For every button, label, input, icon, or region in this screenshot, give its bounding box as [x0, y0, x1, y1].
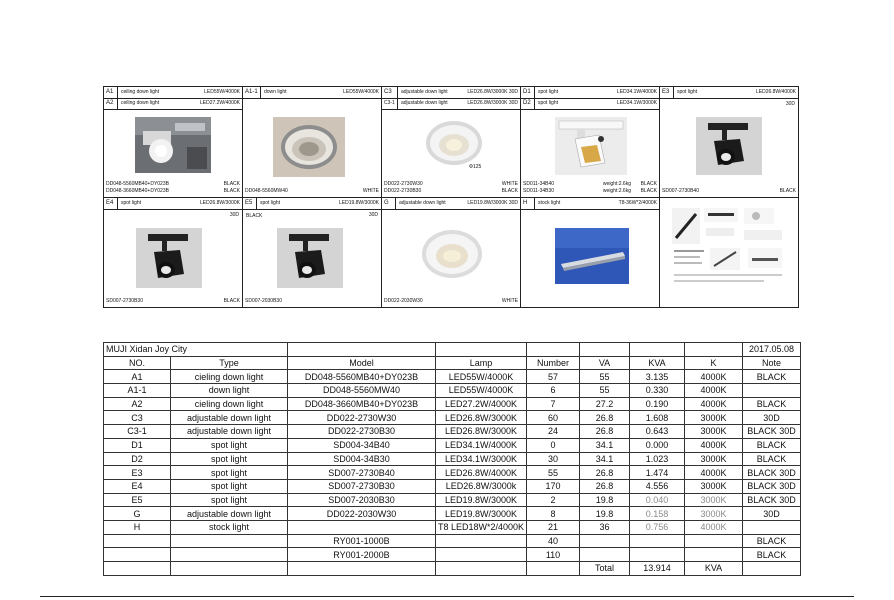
row-va [580, 548, 630, 562]
row-va: 55 [580, 384, 630, 398]
finish-label: BLACK [501, 188, 518, 194]
table-row [104, 520, 801, 534]
row-note [743, 520, 801, 534]
row-no: D1 [104, 438, 171, 452]
row-type: adjustable down light [171, 425, 288, 439]
row-number: 7 [527, 397, 580, 411]
row-no: A1 [104, 370, 171, 384]
row-no [104, 548, 171, 562]
row-model: RY001-1000B [288, 534, 436, 548]
row-kva [630, 548, 685, 562]
row-cct: 4000K [685, 384, 743, 398]
column-header: KVA [630, 356, 685, 370]
catalog-cell-a1 [104, 87, 243, 198]
row-model: DD048-5560MW40 [288, 384, 436, 398]
row-note: BLACK 30D [743, 479, 801, 493]
finish-label: BLACK [223, 181, 240, 187]
total-kva: 13.914 [630, 562, 685, 576]
row-kva: 0.190 [630, 397, 685, 411]
cell-spec: LED26.8W/3000K 30D [467, 89, 518, 95]
adjustable-down-light-photo [424, 117, 484, 169]
catalog-cell-a1-1 [243, 87, 382, 198]
finish-label: BLACK [779, 188, 796, 194]
track-spot-light-photo [555, 117, 627, 175]
row-no: E5 [104, 493, 171, 507]
row-model: SD004-34B40 [288, 438, 436, 452]
schedule-header-row [104, 356, 801, 370]
row-kva: 4.556 [630, 479, 685, 493]
row-note: BLACK 30D [743, 493, 801, 507]
schedule-date: 2017.05.08 [743, 343, 801, 357]
row-cct [685, 534, 743, 548]
finish-label: BLACK [246, 213, 263, 219]
spot-light-photo [136, 228, 202, 288]
row-type [171, 548, 288, 562]
luminaire-schedule-table [103, 342, 801, 576]
row-number: 40 [527, 534, 580, 548]
row-number: 55 [527, 466, 580, 480]
column-header: Model [288, 356, 436, 370]
cell-models [662, 188, 796, 195]
row-cct: 3000K [685, 425, 743, 439]
row-va: 26.8 [580, 425, 630, 439]
row-no: G [104, 507, 171, 521]
column-header: NO. [104, 356, 171, 370]
finish-label: WHITE [501, 298, 518, 304]
cell-type: spot light [260, 200, 281, 206]
model-number: DD048-5560MW40 [245, 188, 288, 194]
beam-angle-label: 30D [368, 212, 378, 218]
table-row [104, 425, 801, 439]
row-no: D2 [104, 452, 171, 466]
spot-light-photo [696, 117, 762, 175]
row-no: H [104, 520, 171, 534]
cell-spec: T8-36W*2/4000K [618, 200, 657, 206]
cell-type: stock light [538, 200, 561, 206]
row-note: BLACK [743, 438, 801, 452]
row-no: C3 [104, 411, 171, 425]
finish-label: BLACK [640, 181, 657, 187]
row-cct: 4000K [685, 438, 743, 452]
catalog-cell-e3 [660, 87, 798, 198]
table-row [104, 438, 801, 452]
cell-models [106, 181, 240, 195]
cell-spec: LED26.8W/3000K [199, 200, 240, 206]
cell-models [245, 188, 379, 195]
model-number: SD007-2730B30 [106, 298, 143, 304]
row-lamp [436, 548, 527, 562]
row-kva: 0.643 [630, 425, 685, 439]
row-note: 30D [743, 507, 801, 521]
row-number: 170 [527, 479, 580, 493]
cell-type: spot light [538, 100, 559, 106]
column-header: K [685, 356, 743, 370]
catalog-cell-g [382, 198, 521, 307]
schedule-total-row [104, 562, 801, 576]
cell-type: ceiling down light [121, 100, 160, 106]
cell-spec: LED34.1W/4000K [616, 89, 657, 95]
row-number: 30 [527, 452, 580, 466]
row-kva: 0.000 [630, 438, 685, 452]
model-number: DD048-5560MB40+DY023B [106, 181, 169, 187]
row-no: A2 [104, 397, 171, 411]
row-cct: 3000K [685, 479, 743, 493]
cell-type: adjustable down light [399, 200, 446, 206]
column-header: Type [171, 356, 288, 370]
schedule-title-row [104, 343, 801, 357]
row-lamp: T8 LED18W*2/4000K [436, 520, 527, 534]
cell-spec: LED34.1W/3000K [616, 100, 657, 106]
spot-light-photo [277, 228, 343, 288]
table-row [104, 534, 801, 548]
finish-label: WHITE [362, 188, 379, 194]
row-model: SD007-2730B30 [288, 479, 436, 493]
row-number: 57 [527, 370, 580, 384]
total-unit: KVA [685, 562, 743, 576]
row-lamp: LED55W/4000K [436, 370, 527, 384]
weight-label: weight:2.6kg [602, 188, 631, 194]
cell-code: E3 [660, 87, 674, 98]
row-lamp: LED27.2W/4000K [436, 397, 527, 411]
project-name: MUJI Xidan Joy City [104, 343, 288, 357]
row-model: RY001-2000B [288, 548, 436, 562]
cell-spec: LED26.8W/4000K [755, 89, 796, 95]
cell-code: H [521, 198, 535, 209]
row-va: 34.1 [580, 438, 630, 452]
row-model: SD007-2030B30 [288, 493, 436, 507]
table-row [104, 479, 801, 493]
table-row [104, 466, 801, 480]
row-lamp: LED55W/4000K [436, 384, 527, 398]
row-model: DD022-2730W30 [288, 411, 436, 425]
row-model: SD007-2730B40 [288, 466, 436, 480]
finish-label: BLACK [223, 188, 240, 194]
row-type: stock light [171, 520, 288, 534]
cell-code: G [382, 198, 396, 209]
finish-label: BLACK [223, 298, 240, 304]
model-number: DD022-2730W30 [384, 181, 423, 187]
table-row [104, 452, 801, 466]
catalog-cell-h [521, 198, 660, 307]
row-model: SD004-34B30 [288, 452, 436, 466]
cell-spec: LED26.8W/3000K 30D [467, 100, 518, 106]
row-model: DD022-2030W30 [288, 507, 436, 521]
row-cct: 3000K [685, 507, 743, 521]
product-catalog [103, 86, 799, 308]
model-number: SD007-2030B30 [245, 298, 282, 304]
row-lamp: LED26.8W/3000K [436, 425, 527, 439]
cell-spec: LED19.8W/3000K 30D [467, 200, 518, 206]
row-model: DD022-2730B30 [288, 425, 436, 439]
row-cct: 3000K [685, 411, 743, 425]
row-va: 36 [580, 520, 630, 534]
cell-code: E4 [104, 198, 118, 209]
row-va: 34.1 [580, 452, 630, 466]
row-note: BLACK [743, 452, 801, 466]
table-row [104, 411, 801, 425]
stock-light-photo [555, 228, 629, 284]
table-row [104, 548, 801, 562]
row-cct: 4000K [685, 520, 743, 534]
table-row [104, 493, 801, 507]
row-va: 55 [580, 370, 630, 384]
row-no: E3 [104, 466, 171, 480]
row-lamp: LED34.1W/3000K [436, 452, 527, 466]
row-lamp: LED34.1W/4000K [436, 438, 527, 452]
cell-type: spot light [121, 200, 142, 206]
table-row [104, 370, 801, 384]
row-note: BLACK [743, 534, 801, 548]
beam-angle-label: 30D [785, 101, 795, 107]
column-header: VA [580, 356, 630, 370]
cell-code: A1 [104, 87, 118, 98]
model-number: DD022-2030W30 [384, 298, 423, 304]
row-type: spot light [171, 493, 288, 507]
row-number: 0 [527, 438, 580, 452]
row-model [288, 520, 436, 534]
row-va: 26.8 [580, 411, 630, 425]
row-kva: 0.756 [630, 520, 685, 534]
catalog-cell-e4 [104, 198, 243, 307]
row-no: E4 [104, 479, 171, 493]
row-note: BLACK [743, 370, 801, 384]
row-note: BLACK 30D [743, 466, 801, 480]
row-va: 19.8 [580, 507, 630, 521]
row-va: 26.8 [580, 466, 630, 480]
cell-models [523, 181, 657, 195]
row-cct: 4000K [685, 466, 743, 480]
row-kva: 0.040 [630, 493, 685, 507]
cell-code: E5 [243, 198, 257, 209]
diameter-label: Φ125 [469, 164, 482, 170]
cell-models [384, 181, 518, 195]
row-number: 6 [527, 384, 580, 398]
row-va: 27.2 [580, 397, 630, 411]
catalog-cell-c3 [382, 87, 521, 198]
row-note: BLACK [743, 397, 801, 411]
row-va [580, 534, 630, 548]
cell-spec: LED55W/4000K [204, 89, 240, 95]
cell-type: spot light [538, 89, 559, 95]
row-kva: 1.608 [630, 411, 685, 425]
row-note: BLACK [743, 548, 801, 562]
row-type: down light [171, 384, 288, 398]
model-number: SD011-34B40 [523, 181, 555, 187]
row-type: adjustable down light [171, 411, 288, 425]
row-model: DD048-5560MB40+DY023B [288, 370, 436, 384]
row-lamp: LED26.8W/4000K [436, 466, 527, 480]
beam-angle-label: 30D [229, 212, 239, 218]
cell-type: ceiling down light [121, 89, 160, 95]
row-kva: 0.158 [630, 507, 685, 521]
cell-type: spot light [677, 89, 698, 95]
row-no: A1-1 [104, 384, 171, 398]
row-type [171, 534, 288, 548]
spec-sheet-thumbnail [670, 204, 788, 292]
table-row [104, 507, 801, 521]
row-cct: 4000K [685, 370, 743, 384]
page-bottom-rule [40, 596, 854, 597]
cell-models [245, 298, 379, 305]
cell-code: A1-1 [243, 87, 261, 98]
finish-label: WHITE [501, 181, 518, 187]
adjustable-down-light-photo [420, 226, 484, 282]
cell-spec: LED55W/4000K [343, 89, 379, 95]
finish-label: BLACK [640, 188, 657, 194]
cell-models [106, 298, 240, 305]
row-type: spot light [171, 466, 288, 480]
row-type: adjustable down light [171, 507, 288, 521]
row-cct: 3000K [685, 452, 743, 466]
cell-code: D1 [521, 87, 535, 98]
row-type: spot light [171, 479, 288, 493]
row-kva: 3.135 [630, 370, 685, 384]
row-number: 110 [527, 548, 580, 562]
row-type: spot light [171, 438, 288, 452]
cell-spec: LED27.2W/4000K [199, 100, 240, 106]
row-number: 60 [527, 411, 580, 425]
cell-type: down light [264, 89, 287, 95]
column-header: Note [743, 356, 801, 370]
row-kva: 1.474 [630, 466, 685, 480]
row-va: 26.8 [580, 479, 630, 493]
model-number: DD048-3660MB40+DY023B [106, 188, 169, 194]
row-note: 30D [743, 411, 801, 425]
row-kva [630, 534, 685, 548]
row-type: cieling down light [171, 370, 288, 384]
table-row [104, 397, 801, 411]
model-number: SD011-34B30 [523, 188, 555, 194]
column-header: Lamp [436, 356, 527, 370]
row-number: 2 [527, 493, 580, 507]
row-number: 24 [527, 425, 580, 439]
total-label: Total [580, 562, 630, 576]
row-kva: 0.330 [630, 384, 685, 398]
catalog-cell-spec-sheet [660, 198, 798, 307]
row-number: 21 [527, 520, 580, 534]
weight-label: weight:2.6kg [602, 181, 631, 187]
column-header: Number [527, 356, 580, 370]
row-no: C3-1 [104, 425, 171, 439]
row-lamp: LED26.8W/3000k [436, 479, 527, 493]
cell-type: adjustable down light [401, 100, 448, 106]
cell-code: C3 [382, 87, 398, 98]
row-cct: 3000K [685, 493, 743, 507]
row-model: DD048-3660MB40+DY023B [288, 397, 436, 411]
cell-code: C3-1 [382, 98, 398, 109]
cell-models [384, 298, 518, 305]
catalog-cell-e5 [243, 198, 382, 307]
cell-code: A2 [104, 98, 118, 109]
row-lamp: LED26.8W/3000K [436, 411, 527, 425]
row-cct: 4000K [685, 397, 743, 411]
ceiling-down-light-photo [135, 117, 211, 173]
cell-code: D2 [521, 98, 535, 109]
row-note: BLACK 30D [743, 425, 801, 439]
row-kva: 1.023 [630, 452, 685, 466]
row-note [743, 384, 801, 398]
cell-spec: LED19.8W/3000K [338, 200, 379, 206]
down-light-photo [273, 117, 345, 177]
row-cct [685, 548, 743, 562]
row-type: cieling down light [171, 397, 288, 411]
row-type: spot light [171, 452, 288, 466]
row-va: 19.8 [580, 493, 630, 507]
row-lamp: LED19.8W/3000K [436, 507, 527, 521]
row-number: 8 [527, 507, 580, 521]
row-lamp: LED19.8W/3000K [436, 493, 527, 507]
catalog-cell-d1 [521, 87, 660, 198]
row-lamp [436, 534, 527, 548]
model-number: DD022-2730B30 [384, 188, 422, 194]
cell-type: adjustable down light [401, 89, 448, 95]
model-number: SD007-2730B40 [662, 188, 699, 194]
row-no [104, 534, 171, 548]
table-row [104, 384, 801, 398]
